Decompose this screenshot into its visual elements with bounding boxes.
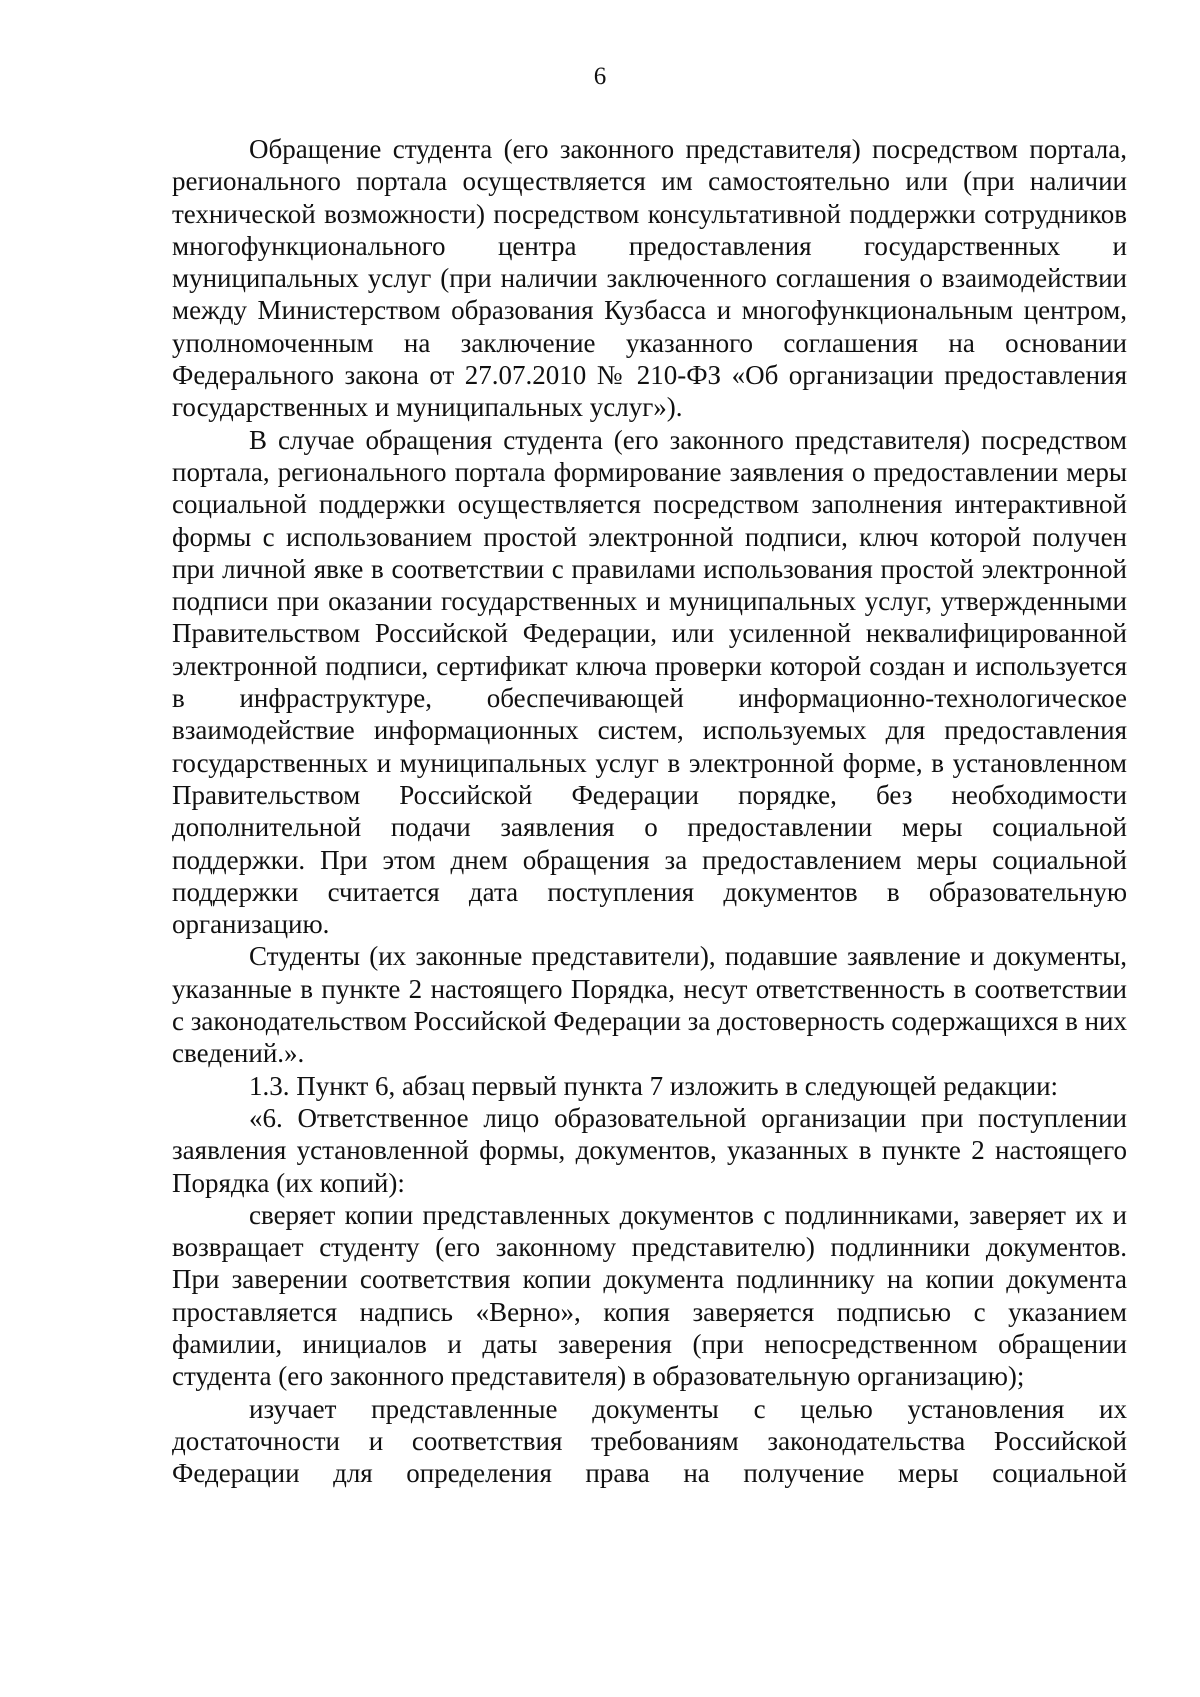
paragraph-responsibility: Студенты (их законные представители), подавшие заявление и документы, указанные в пункте 2 настоящего Порядка, несут ответственность в соответствии с законодательством Российской Федерации за достоверность содержащихся в них сведений.». [172, 941, 1127, 1069]
document-body [172, 133, 1127, 1489]
page-number: 6 [593, 63, 607, 90]
paragraph-portal-appeal: Обращение студента (его законного представителя) посредством портала, регионального портала осуществляется им самостоятельно или (при наличии технической возможности) посредством консультативной поддержки сотрудников многофункционального центра предоставления государственных и муниципальных услуг (при наличии заключенного соглашения о взаимодействии между Министерством образования Кузбасса и многофункциональным центром, уполномоченным на заключение указанного соглашения на основании Федерального закона от 27.07.2010 № 210-ФЗ «Об организации предоставления государственных и муниципальных услуг»). [172, 134, 1127, 423]
paragraph-studies-documents: изучает представленные документы с целью установления их достаточности и соответствия требованиям законодательства Российской Федерации для определения права на получение меры социальной [172, 1393, 1127, 1489]
paragraph-item-6: «6. Ответственное лицо образовательной организации при поступлении заявления установленной формы, документов, указанных в пункте 2 настоящего Порядка (их копий): [172, 1102, 1127, 1198]
paragraph-verifies-copies: сверяет копии представленных документов с подлинниками, заверяет их и возвращает студенту (его законному представителю) подлинники документов. При заверении соответствия копии документа подлиннику на копии документа проставляется надпись «Верно», копия заверяется подписью с указанием фамилии, инициалов и даты заверения (при непосредственном обращении студента (его законного представителя) в образовательную организацию); [172, 1199, 1127, 1392]
paragraph-electronic-application: В случае обращения студента (его законного представителя) посредством портала, регионального портала формирование заявления о предоставлении меры социальной поддержки осуществляется посредством заполнения интерактивной формы с использованием простой электронной подписи, ключ которой получен при личной явке в соответствии с правилами использования простой электронной подписи при оказании государственных и муниципальных услуг, утвержденными Правительством Российской Федерации, или усиленной неквалифицированной электронной подписи, сертификат ключа проверки которой создан и используется в инфраструктуре, обеспечивающей информационно-технологическое взаимодействие информационных систем, используемых для предоставления государственных и муниципальных услуг в электронной форме, в установленном Правительством Российской Федерации порядке, без необходимости дополнительной подачи заявления о предоставлении меры социальной поддержки. При этом днем обращения за предоставлением меры социальной поддержки считается дата поступления документов в образовательную организацию. [172, 424, 1127, 940]
paragraph-amendment-1-3: 1.3. Пункт 6, абзац первый пункта 7 изложить в следующей редакции: [249, 1070, 1059, 1101]
